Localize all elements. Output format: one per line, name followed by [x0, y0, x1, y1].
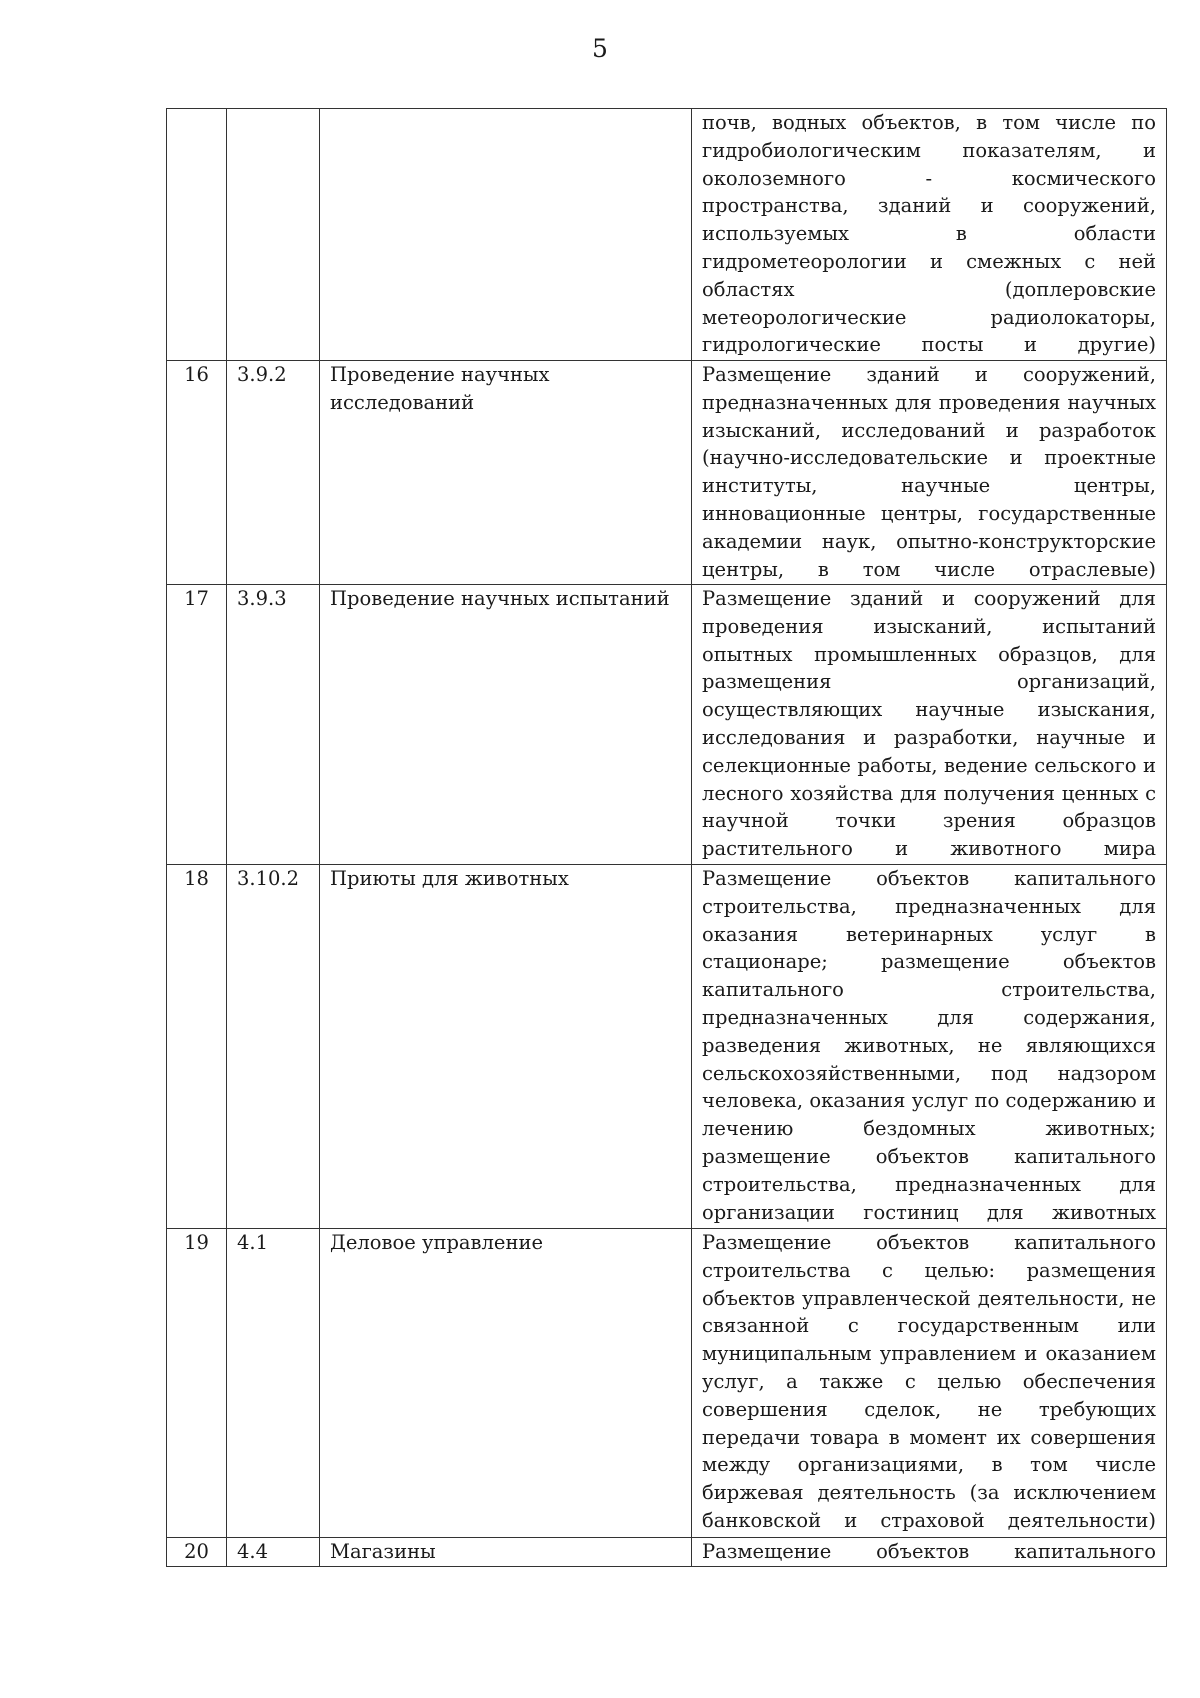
table-row	[167, 585, 1167, 865]
row-number-cell: 19	[167, 1229, 227, 1538]
description-cell: Размещение зданий и сооружений, предназначенных для проведения научных изысканий, исследований и разработок (научно-исследовательские и проектные институты, научные центры, инновационные центры, государственные академии наук, опытно-конструкторские центры, в том числе отраслевые)	[692, 361, 1167, 585]
code-cell: 3.9.2	[227, 361, 320, 585]
page-number: 5	[592, 34, 608, 63]
table-row	[167, 1229, 1167, 1538]
name-cell: Магазины	[320, 1538, 692, 1567]
row-number-cell	[167, 109, 227, 361]
description-cell: Размещение объектов капитального строительства с целью: размещения объектов управленческой деятельности, не связанной с государственным или муниципальным управлением и оказанием услуг, а также с целью обеспечения совершения сделок, не требующих передачи товара в момент их совершения между организациями, в том числе биржевая деятельность (за исключением банковской и страховой деятельности)	[692, 1229, 1167, 1538]
row-number-cell: 16	[167, 361, 227, 585]
row-number-cell: 20	[167, 1538, 227, 1567]
name-cell	[320, 109, 692, 361]
code-cell: 3.10.2	[227, 865, 320, 1229]
code-cell: 4.1	[227, 1229, 320, 1538]
name-cell: Проведение научных исследований	[320, 361, 692, 585]
code-cell	[227, 109, 320, 361]
description-cell: почв, водных объектов, в том числе по гидробиологическим показателям, и околоземного - космического пространства, зданий и сооружений, используемых в области гидрометеорологии и смежных с ней областях (доплеровские метеорологические радиолокаторы, гидрологические посты и другие)	[692, 109, 1167, 361]
row-number-cell: 18	[167, 865, 227, 1229]
description-cell: Размещение объектов капитального строительства, предназначенных для оказания ветеринарных услуг в стационаре; размещение объектов капитального строительства, предназначенных для содержания, разведения животных, не являющихся сельскохозяйственными, под надзором человека, оказания услуг по содержанию и лечению бездомных животных; размещение объектов капитального строительства, предназначенных для организации гостиниц для животных	[692, 865, 1167, 1229]
name-cell: Проведение научных испытаний	[320, 585, 692, 865]
name-cell: Приюты для животных	[320, 865, 692, 1229]
land-use-table	[166, 108, 1167, 1567]
description-cell: Размещение зданий и сооружений для проведения изысканий, испытаний опытных промышленных образцов, для размещения организаций, осуществляющих научные изыскания, исследования и разработки, научные и селекционные работы, ведение сельского и лесного хозяйства для получения ценных с научной точки зрения образцов растительного и животного мира	[692, 585, 1167, 865]
table-row	[167, 1538, 1167, 1567]
table-row	[167, 865, 1167, 1229]
table-row	[167, 361, 1167, 585]
name-cell: Деловое управление	[320, 1229, 692, 1538]
table-row	[167, 109, 1167, 361]
description-cell: Размещение объектов капитального	[692, 1538, 1167, 1567]
row-number-cell: 17	[167, 585, 227, 865]
code-cell: 3.9.3	[227, 585, 320, 865]
code-cell: 4.4	[227, 1538, 320, 1567]
